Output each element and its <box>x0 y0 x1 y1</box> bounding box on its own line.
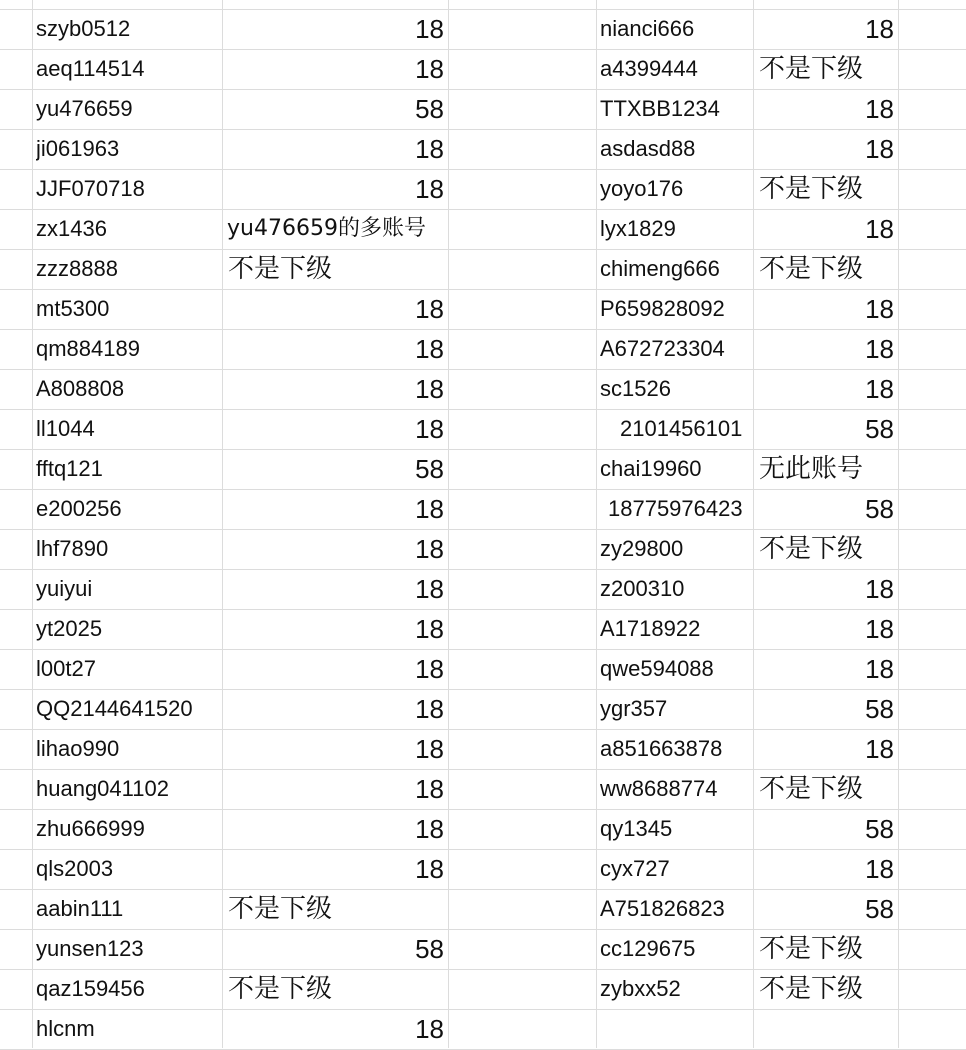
value-cell[interactable]: 18 <box>415 1014 444 1044</box>
table-row <box>0 1009 966 1049</box>
value-cell[interactable]: 18 <box>865 574 894 604</box>
table-row <box>0 729 966 769</box>
value-cell[interactable]: 18 <box>415 54 444 84</box>
account-name-cell[interactable]: 2101456101 <box>620 416 743 441</box>
account-name-cell[interactable]: chimeng666 <box>600 256 720 281</box>
value-cell[interactable]: 不是下级 <box>759 974 864 1004</box>
account-name-cell[interactable]: A751826823 <box>600 896 725 921</box>
value-cell[interactable]: 不是下级 <box>759 774 864 804</box>
value-cell[interactable]: 18 <box>415 534 444 564</box>
account-name-cell[interactable]: A1718922 <box>600 616 701 641</box>
value-cell[interactable]: 58 <box>865 414 894 444</box>
table-row <box>0 489 966 529</box>
value-cell[interactable]: 18 <box>415 414 444 444</box>
account-name-cell[interactable]: ygr357 <box>600 696 668 721</box>
account-name-cell[interactable]: yu476659 <box>36 96 133 121</box>
account-name-cell[interactable]: hlcnm <box>36 1016 95 1041</box>
account-name-cell[interactable]: qls2003 <box>36 856 114 881</box>
value-cell[interactable]: 18 <box>415 174 444 204</box>
table-row <box>0 409 966 449</box>
value-cell[interactable]: 18 <box>865 14 894 44</box>
value-cell[interactable]: 58 <box>415 94 444 124</box>
value-cell[interactable]: 18 <box>415 334 444 364</box>
value-cell[interactable]: 58 <box>865 494 894 524</box>
account-name-cell[interactable]: QQ2144641520 <box>36 696 193 721</box>
value-cell[interactable]: 不是下级 <box>228 894 333 924</box>
account-name-cell[interactable]: A672723304 <box>600 336 725 361</box>
table-row <box>0 849 966 889</box>
account-name-cell[interactable]: zy29800 <box>600 536 684 561</box>
account-name-cell[interactable]: a851663878 <box>600 736 723 761</box>
account-name-cell[interactable]: yunsen123 <box>36 936 144 961</box>
value-cell[interactable]: 18 <box>415 374 444 404</box>
account-name-cell[interactable]: szyb0512 <box>36 16 131 41</box>
value-cell[interactable]: 不是下级 <box>228 974 333 1004</box>
account-name-cell[interactable]: TTXBB1234 <box>600 96 720 121</box>
table-row <box>0 89 966 129</box>
value-cell[interactable]: 不是下级 <box>759 174 864 204</box>
table-row <box>0 649 966 689</box>
value-cell[interactable]: 18 <box>415 14 444 44</box>
value-cell[interactable]: 18 <box>865 374 894 404</box>
table-row <box>0 929 966 969</box>
value-cell[interactable]: 18 <box>415 654 444 684</box>
value-cell[interactable]: 18 <box>865 854 894 884</box>
value-cell[interactable]: 18 <box>415 494 444 524</box>
table-row <box>0 529 966 569</box>
value-cell[interactable]: yu476659的多账号 <box>227 216 426 241</box>
account-name-cell[interactable]: a4399444 <box>600 56 698 81</box>
account-name-cell[interactable]: lyx1829 <box>600 216 676 241</box>
account-name-cell[interactable]: asdasd88 <box>600 136 696 161</box>
value-cell[interactable]: 18 <box>865 214 894 244</box>
table-row <box>0 369 966 409</box>
table-row <box>0 289 966 329</box>
account-name-cell[interactable]: yoyo176 <box>600 176 684 201</box>
account-name-cell[interactable]: mt5300 <box>36 296 110 321</box>
value-cell[interactable]: 18 <box>415 574 444 604</box>
value-cell[interactable]: 58 <box>415 454 444 484</box>
table-row <box>0 249 966 289</box>
value-cell[interactable]: 18 <box>415 614 444 644</box>
account-name-cell[interactable]: yuiyui <box>36 576 93 601</box>
account-name-cell[interactable]: zx1436 <box>36 216 107 241</box>
value-cell[interactable]: 18 <box>415 814 444 844</box>
account-name-cell[interactable]: ll1044 <box>36 416 95 441</box>
value-cell[interactable]: 无此账号 <box>759 454 864 484</box>
account-name-cell[interactable]: qaz159456 <box>36 976 145 1001</box>
value-cell[interactable]: 58 <box>865 694 894 724</box>
account-name-cell[interactable]: l00t27 <box>36 656 96 681</box>
account-name-cell[interactable]: ww8688774 <box>600 776 718 801</box>
value-cell[interactable]: 18 <box>415 774 444 804</box>
value-cell[interactable]: 不是下级 <box>759 934 864 964</box>
account-name-cell[interactable]: nianci666 <box>600 16 695 41</box>
table-row <box>0 209 966 249</box>
account-name-cell[interactable]: chai19960 <box>600 456 702 481</box>
account-name-cell[interactable]: yt2025 <box>36 616 103 641</box>
account-name-cell[interactable]: JJF070718 <box>36 176 145 201</box>
value-cell[interactable]: 18 <box>865 334 894 364</box>
table-row <box>0 889 966 929</box>
table-row <box>0 449 966 489</box>
account-name-cell[interactable]: zzz8888 <box>36 256 118 281</box>
account-name-cell[interactable]: ji061963 <box>36 136 120 161</box>
value-cell[interactable]: 18 <box>415 734 444 764</box>
value-cell[interactable]: 18 <box>865 294 894 324</box>
value-cell[interactable]: 18 <box>865 94 894 124</box>
table-row <box>0 9 966 49</box>
account-name-cell[interactable]: huang041102 <box>36 776 169 801</box>
table-row <box>0 569 966 609</box>
value-cell[interactable]: 18 <box>415 694 444 724</box>
account-name-cell[interactable]: lhf7890 <box>36 536 109 561</box>
table-row <box>0 49 966 89</box>
account-name-cell[interactable]: 18775976423 <box>608 496 743 521</box>
value-cell[interactable]: 58 <box>865 814 894 844</box>
account-name-cell[interactable]: sc1526 <box>600 376 671 401</box>
table-row <box>0 169 966 209</box>
account-name-cell[interactable]: cc129675 <box>600 936 696 961</box>
account-name-cell[interactable]: zybxx52 <box>600 976 681 1001</box>
account-name-cell[interactable]: lihao990 <box>36 736 120 761</box>
value-cell[interactable]: 不是下级 <box>759 534 864 564</box>
value-cell[interactable]: 18 <box>865 134 894 164</box>
account-name-cell[interactable]: A808808 <box>36 376 125 401</box>
value-cell[interactable]: 18 <box>865 734 894 764</box>
account-name-cell[interactable]: fftq121 <box>36 456 103 481</box>
account-name-cell[interactable]: e200256 <box>36 496 122 521</box>
value-cell[interactable]: 58 <box>865 894 894 924</box>
value-cell[interactable]: 58 <box>415 934 444 964</box>
table-row <box>0 769 966 809</box>
value-cell[interactable]: 不是下级 <box>759 254 864 284</box>
account-name-cell[interactable]: zhu666999 <box>36 816 145 841</box>
value-cell[interactable]: 不是下级 <box>759 54 864 84</box>
table-row <box>0 329 966 369</box>
account-name-cell[interactable]: qwe594088 <box>600 656 714 681</box>
account-name-cell[interactable]: qm884189 <box>36 336 140 361</box>
value-cell[interactable]: 18 <box>865 614 894 644</box>
account-name-cell[interactable]: aabin111 <box>36 896 124 921</box>
table-row <box>0 689 966 729</box>
value-cell[interactable]: 不是下级 <box>228 254 333 284</box>
value-cell[interactable]: 18 <box>415 854 444 884</box>
value-cell[interactable]: 18 <box>415 134 444 164</box>
value-cell[interactable]: 18 <box>415 294 444 324</box>
table-row <box>0 969 966 1009</box>
account-name-cell[interactable]: cyx727 <box>600 856 670 881</box>
account-name-cell[interactable]: aeq114514 <box>36 56 145 81</box>
row-divider <box>0 9 966 10</box>
value-cell[interactable]: 18 <box>865 654 894 684</box>
account-name-cell[interactable]: z200310 <box>600 576 685 601</box>
table-row <box>0 809 966 849</box>
table-row <box>0 129 966 169</box>
account-name-cell[interactable]: P659828092 <box>600 296 725 321</box>
account-name-cell[interactable]: qy1345 <box>600 816 673 841</box>
table-row <box>0 609 966 649</box>
